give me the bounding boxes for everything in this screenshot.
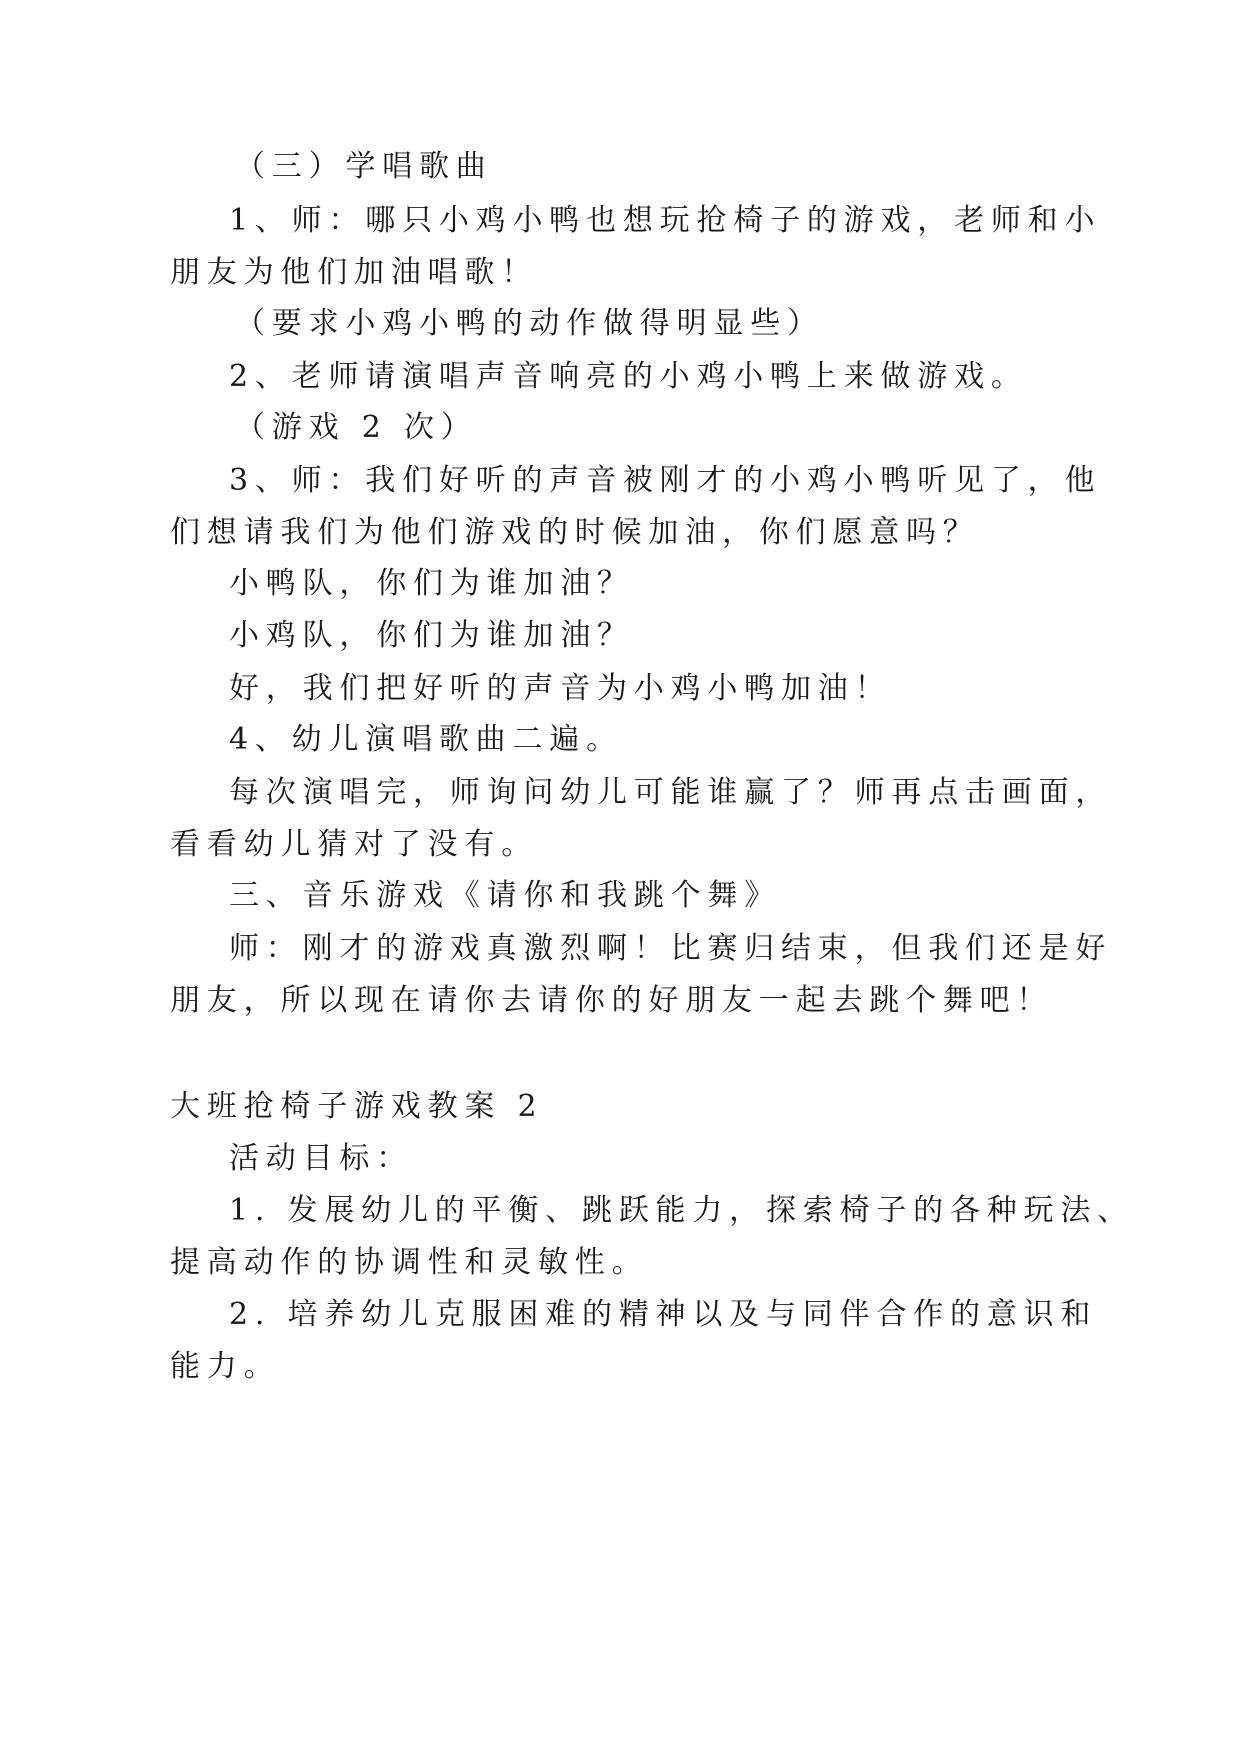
paragraph-line: 小鸭队，你们为谁加油？	[229, 566, 634, 601]
paragraph-line: 2. 培养幼儿克服困难的精神以及与同伴合作的意识和	[229, 1297, 1098, 1332]
activity-goals-heading: 活动目标：	[229, 1141, 413, 1176]
paragraph-line: 好，我们把好听的声音为小鸡小鸭加油！	[229, 671, 892, 706]
paragraph-line: 4、幼儿演唱歌曲二遍。	[229, 722, 623, 757]
paragraph-line: 朋友为他们加油唱歌！	[170, 255, 538, 290]
document-title: 大班抢椅子游戏教案 2	[170, 1089, 544, 1124]
paragraph-line: 提高动作的协调性和灵敏性。	[170, 1245, 649, 1280]
paragraph-line: 们想请我们为他们游戏的时候加油，你们愿意吗？	[170, 515, 980, 550]
paragraph-line: 能力。	[170, 1349, 281, 1384]
paragraph-line: 2、老师请演唱声音响亮的小鸡小鸭上来做游戏。	[229, 359, 1028, 394]
section-heading-learn-song: （三）学唱歌曲	[235, 149, 493, 184]
section-heading-music-game: 三、音乐游戏《请你和我跳个舞》	[229, 878, 781, 913]
paragraph-line: 1. 发展幼儿的平衡、跳跃能力，探索椅子的各种玩法、	[229, 1193, 1134, 1228]
paragraph-line: 朋友，所以现在请你去请你的好朋友一起去跳个舞吧！	[170, 983, 1054, 1018]
paragraph-line: 每次演唱完，师询问幼儿可能谁赢了？师再点击画面，	[229, 775, 1113, 810]
paragraph-line: （要求小鸡小鸭的动作做得明显些）	[235, 306, 824, 341]
paragraph-line: 3、师：我们好听的声音被刚才的小鸡小鸭听见了，他	[229, 463, 1102, 498]
paragraph-line: 看看幼儿猜对了没有。	[170, 827, 538, 862]
paragraph-line: 1、师：哪只小鸡小鸭也想玩抢椅子的游戏，老师和小	[229, 203, 1102, 238]
paragraph-line: 小鸡队，你们为谁加油？	[229, 618, 634, 653]
paragraph-line: 师：刚才的游戏真激烈啊！比赛归结束，但我们还是好	[229, 931, 1113, 966]
paragraph-line: （游戏 2 次）	[235, 410, 478, 445]
